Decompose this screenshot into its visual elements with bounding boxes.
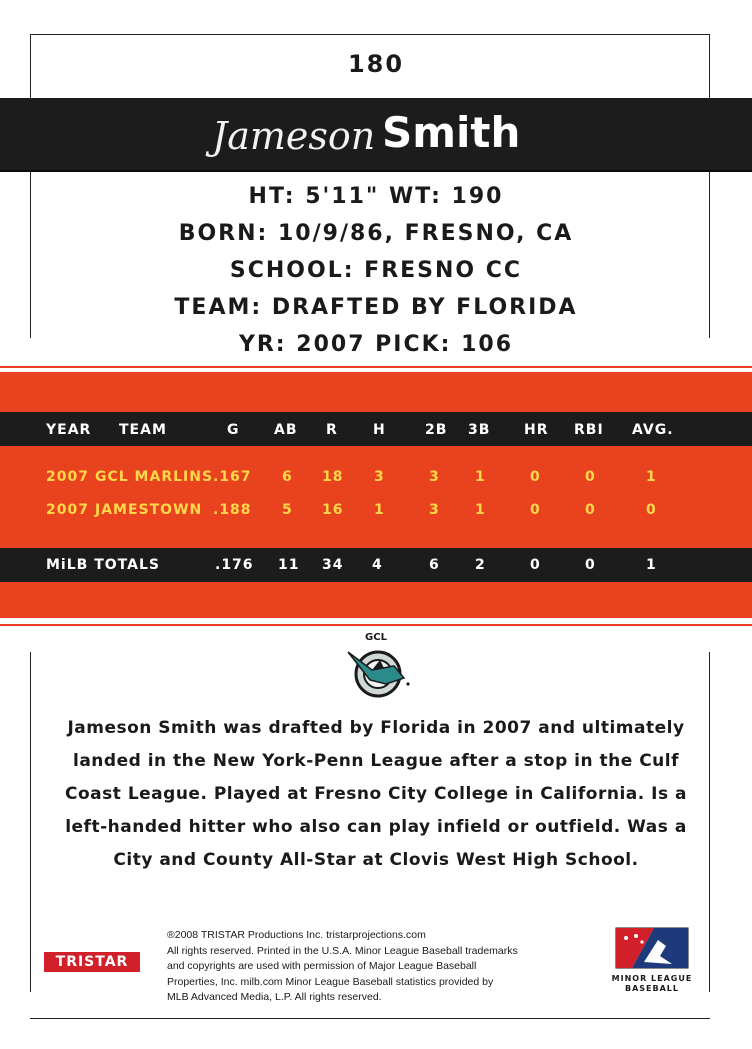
stat-header-team: TEAM bbox=[119, 422, 167, 438]
stat-row1-3b: 1 bbox=[475, 469, 486, 485]
stat-totals-label: MiLB TOTALS bbox=[46, 557, 160, 573]
frame-bottom bbox=[30, 1018, 710, 1019]
tristar-logo: TRISTAR bbox=[44, 952, 140, 972]
stat-row1-ab: 6 bbox=[282, 469, 293, 485]
milb-logo-icon bbox=[614, 926, 690, 970]
stat-bottom-rule bbox=[0, 624, 752, 626]
copyright-line: Properties, Inc. milb.com Minor League Baseball statistics provided by bbox=[167, 975, 494, 988]
stat-row1-rbi: 0 bbox=[585, 469, 596, 485]
player-description: Jameson Smith was drafted by Florida in 2007 and ultimately landed in the New York-Penn League after a stop in the Culf Coast League. Played at Fresno City College in California. Is a left-handed hitter who also can play infield or outfield. Was a City and County All-Star at Clovis West High School. bbox=[65, 718, 687, 870]
stat-row2-3b: 1 bbox=[475, 502, 486, 518]
stat-totals-3b: 2 bbox=[475, 557, 486, 573]
stat-totals-ab: 11 bbox=[278, 557, 300, 573]
copyright-line: ®2008 TRISTAR Productions Inc. tristarprojections.com bbox=[167, 929, 426, 941]
stat-header-2b: 2B bbox=[425, 422, 448, 438]
copyright-line: MLB Advanced Media, L.P. All rights reserved. bbox=[167, 991, 382, 1003]
bio-school: SCHOOL: FRESNO CC bbox=[229, 258, 523, 283]
bio-born: BORN: 10/9/86, FRESNO, CA bbox=[178, 221, 574, 246]
stat-totals-g: .176 bbox=[215, 557, 254, 573]
stat-header-h: H bbox=[373, 422, 386, 438]
stat-header-rbi: RBI bbox=[574, 422, 604, 438]
gcl-marlins-logo bbox=[342, 630, 414, 710]
stat-totals-avg: 1 bbox=[646, 557, 657, 573]
stat-totals-hr: 0 bbox=[530, 557, 541, 573]
stat-row2-avg: 0 bbox=[646, 502, 657, 518]
gcl-logo-text: GCL bbox=[365, 632, 387, 643]
stat-row2-year: 2007 bbox=[46, 502, 89, 518]
stat-header-g: G bbox=[227, 422, 240, 438]
card-number: 180 bbox=[347, 50, 405, 78]
stat-totals-h: 4 bbox=[372, 557, 383, 573]
stat-header-hr: HR bbox=[524, 422, 549, 438]
bio-draft: YR: 2007 PICK: 106 bbox=[238, 332, 514, 357]
stat-header-year: YEAR bbox=[46, 422, 92, 438]
stat-top-rule bbox=[0, 366, 752, 368]
stat-row1-h: 3 bbox=[374, 469, 385, 485]
stat-row1-g: .167 bbox=[213, 469, 252, 485]
stat-row2-r: 16 bbox=[322, 502, 344, 518]
stat-header-avg: AVG. bbox=[632, 422, 674, 438]
milb-text bbox=[600, 974, 704, 994]
stat-header-ab: AB bbox=[274, 422, 298, 438]
stat-row1-hr: 0 bbox=[530, 469, 541, 485]
frame-top bbox=[30, 34, 710, 35]
stat-row2-h: 1 bbox=[374, 502, 385, 518]
player-last-name: Smith bbox=[382, 108, 521, 157]
stat-header-r: R bbox=[326, 422, 338, 438]
stat-row2-ab: 5 bbox=[282, 502, 293, 518]
stat-totals-r: 34 bbox=[322, 557, 344, 573]
frame-left-bottom bbox=[30, 652, 31, 992]
stat-row1-year: 2007 bbox=[46, 469, 89, 485]
stat-row2-g: .188 bbox=[213, 502, 252, 518]
name-bar bbox=[0, 98, 752, 172]
stat-row1-team: GCL MARLINS bbox=[95, 469, 214, 485]
copyright-line: and copyrights are used with permission of Major League Baseball bbox=[167, 960, 477, 972]
stat-totals-2b: 6 bbox=[429, 557, 440, 573]
player-first-name: Jameson bbox=[212, 114, 376, 158]
milb-line2: BASEBALL bbox=[625, 984, 679, 993]
stat-row2-2b: 3 bbox=[429, 502, 440, 518]
bio-height-weight: HT: 5'11" WT: 190 bbox=[248, 184, 504, 209]
stat-row1-2b: 3 bbox=[429, 469, 440, 485]
milb-line1: MINOR LEAGUE bbox=[611, 974, 693, 983]
stat-row2-rbi: 0 bbox=[585, 502, 596, 518]
copyright-line: All rights reserved. Printed in the U.S.A. Minor League Baseball trademarks bbox=[167, 944, 518, 957]
copyright-block bbox=[167, 928, 577, 1006]
stat-header-3b: 3B bbox=[468, 422, 491, 438]
stat-row2-hr: 0 bbox=[530, 502, 541, 518]
stat-totals-rbi: 0 bbox=[585, 557, 596, 573]
stat-row1-r: 18 bbox=[322, 469, 344, 485]
frame-right-bottom bbox=[709, 652, 710, 992]
stat-row2-team: JAMESTOWN bbox=[95, 502, 203, 518]
bio-team: TEAM: DRAFTED BY FLORIDA bbox=[174, 295, 578, 320]
stat-row1-avg: 1 bbox=[646, 469, 657, 485]
